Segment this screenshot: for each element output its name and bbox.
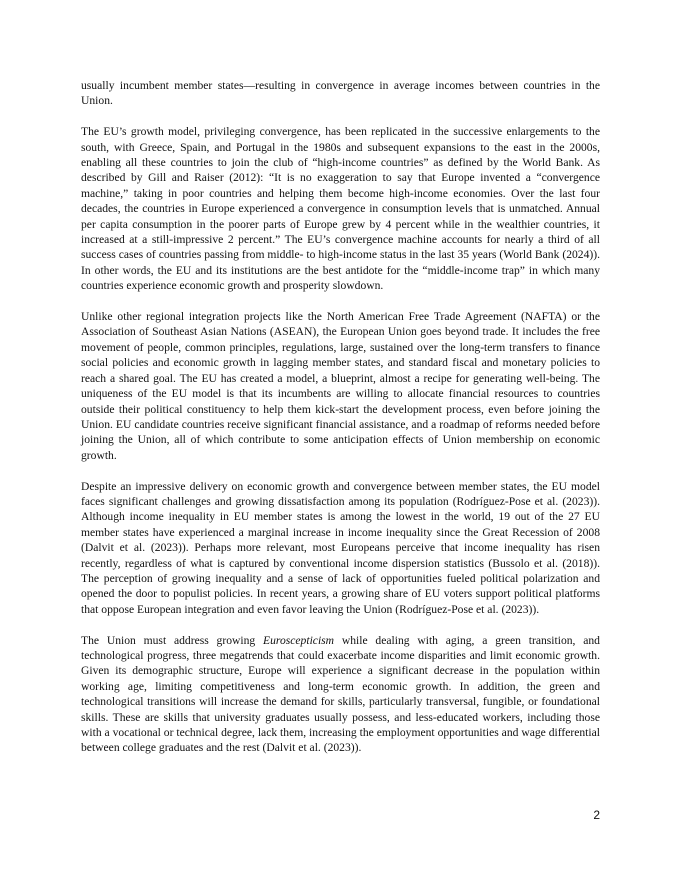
euroscepticism-term: Euroscepticism xyxy=(263,633,335,647)
paragraph-5 xyxy=(81,633,600,756)
page-number: 2 xyxy=(593,808,600,822)
paragraph-2: The EU’s growth model, privileging convergence, has been replicated in the successive enlargements to the south, with Greece, Spain, and Portugal in the 1980s and subsequent expansions to the east in the 2000s, enabling all these countries to join the club of “high-income countries” as defined by the World Bank. As described by Gill and Raiser (2012): “It is no exaggeration to say that Europe invented a “convergence machine,” taking in poor countries and helping them become high-income economies. Over the last four decades, the countries in Europe experienced a convergence in consumption levels that is unmatched. Annual per capita consumption in the poorer parts of Europe grew by 4 percent while in the wealthier countries, it increased at a still-impressive 2 percent.” The EU’s convergence machine accounts for nearly a third of all success cases of countries passing from middle- to high-income status in the last 35 years (World Bank (2024)). In other words, the EU and its institutions are the best antidote for the “middle-income trap” in which many countries experience economic growth and prosperity slowdown. xyxy=(81,125,600,293)
body-text xyxy=(81,78,600,771)
paragraph-4: Despite an impressive delivery on economic growth and convergence between member states, the EU model faces significant challenges and growing dissatisfaction among its population (Rodríguez-Pose et al. (2023)). Although income inequality in EU member states is among the lowest in the world, 19 out of the 27 EU member states have experienced a marginal increase in income inequality since the Great Recession of 2008 (Dalvit et al. (2023)). Perhaps more relevant, most Europeans perceive that income inequality has risen recently, regardless of what is captured by conventional income dispersion statistics (Bussolo et al. (2018)). The perception of growing inequality and a sense of lack of opportunities fueled political polarization and opened the door to populist policies. In recent years, a growing share of EU voters support political platforms that oppose European integration and even favor leaving the Union (Rodríguez-Pose et al. (2023)). xyxy=(81,479,600,616)
paragraph-5-start: The Union must address growing xyxy=(81,633,263,647)
paragraph-3: Unlike other regional integration projects like the North American Free Trade Agreement (NAFTA) or the Association of Southeast Asian Nations (ASEAN), the European Union goes beyond trade. It includes the free movement of people, common principles, regulations, large, sustained over the long-term transfers to finance social policies and economic growth in lagging member states, and standard fiscal and monetary policies to reach a shared goal. The EU has created a model, a blueprint, almost a recipe for generating well-being. The uniqueness of the EU model is that its incumbents are willing to allocate financial resources to countries outside their political constituency to help them kick-start the development process, even before joining the Union. EU candidate countries receive significant financial assistance, and a roadmap of reforms needed before joining the Union, all of which contribute to some anticipation effects of Union membership on economic growth. xyxy=(81,310,600,462)
paragraph-5-rest: while dealing with aging, a green transition, and technological progress, three megatrends that could exacerbate income disparities and limit economic growth. Given its demographic structure, Europe will experience a significant decrease in the population within working age, limiting competitiveness and long-term economic growth. In addition, the green and technological transitions will increase the demand for skills, particularly transversal, fungible, or foundational skills. These are skills that university graduates usually possess, and less-educated workers, including those with a vocational or technical degree, lack them, increasing the employment opportunities and wage differential between college graduates and the rest (Dalvit et al. (2023)). xyxy=(81,633,600,755)
paragraph-1: usually incumbent member states—resulting in convergence in average incomes between countries in the Union. xyxy=(81,79,600,108)
